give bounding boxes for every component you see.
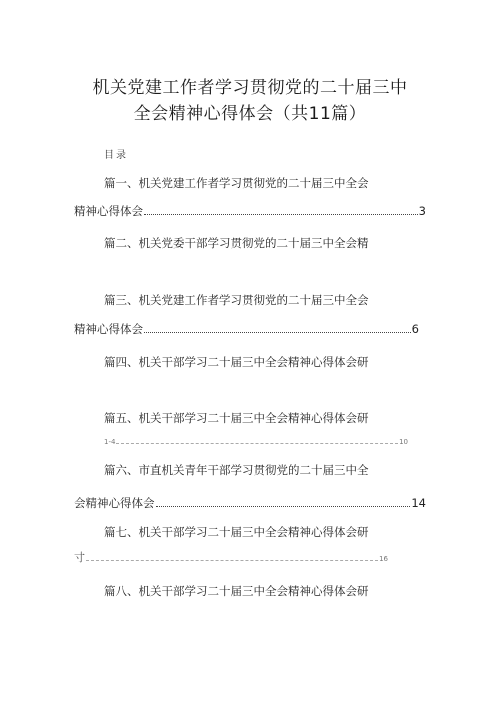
toc-entry-1-page: 3 xyxy=(418,204,426,218)
dot-leader xyxy=(86,554,378,561)
toc-entry-4-line-1[interactable]: 篇四、机关干部学习二十届三中全会精神心得体会研 xyxy=(104,355,369,369)
dot-leader xyxy=(156,496,411,507)
toc-entry-5-line-1[interactable]: 篇五、机关干部学习二十届三中全会精神心得体会研 xyxy=(104,411,369,425)
dot-leader xyxy=(144,204,418,215)
document-title-line-1: 机关党建工作者学习贯彻党的二十届三中 xyxy=(92,78,408,98)
toc-entry-7-line-2[interactable] xyxy=(74,553,388,564)
toc-entry-7-page: 16 xyxy=(379,555,388,563)
toc-entry-1-line-2[interactable] xyxy=(74,203,426,219)
toc-entry-6-line-2[interactable] xyxy=(74,495,426,511)
toc-heading: 目录 xyxy=(104,150,128,161)
toc-entry-5-page: 10 xyxy=(399,438,408,446)
toc-entry-2-line-1[interactable]: 篇二、机关党委干部学习贯彻党的二十届三中全会精 xyxy=(104,236,369,250)
toc-entry-6-text: 会精神心得体会 xyxy=(74,496,155,510)
toc-entry-5-line-2[interactable] xyxy=(104,437,408,447)
toc-entry-3-page: 6 xyxy=(411,322,419,336)
toc-entry-1-text: 精神心得体会 xyxy=(74,204,143,218)
toc-entry-3-text: 精神心得体会 xyxy=(74,322,143,336)
toc-entry-6-page: 14 xyxy=(411,496,426,510)
toc-entry-5-text: 1-4 xyxy=(104,438,116,446)
toc-entry-1-line-1[interactable]: 篇一、机关党建工作者学习贯彻党的二十届三中全会 xyxy=(104,176,369,190)
toc-entry-3-line-2[interactable] xyxy=(74,321,419,337)
dot-leader xyxy=(116,437,398,444)
document-title-line-2: 全会精神心得体会（共11篇） xyxy=(133,104,367,124)
dot-leader xyxy=(144,322,411,333)
toc-entry-7-line-1[interactable]: 篇七、机关干部学习二十届三中全会精神心得体会研 xyxy=(104,525,369,539)
toc-entry-8-line-1[interactable]: 篇八、机关干部学习二十届三中全会精神心得体会研 xyxy=(104,584,369,598)
toc-entry-7-text: 寸 xyxy=(74,551,85,564)
toc-entry-6-line-1[interactable]: 篇六、市直机关青年干部学习贯彻党的二十届三中全 xyxy=(104,463,369,477)
toc-entry-3-line-1[interactable]: 篇三、机关党建工作者学习贯彻党的二十届三中全会 xyxy=(104,293,369,307)
